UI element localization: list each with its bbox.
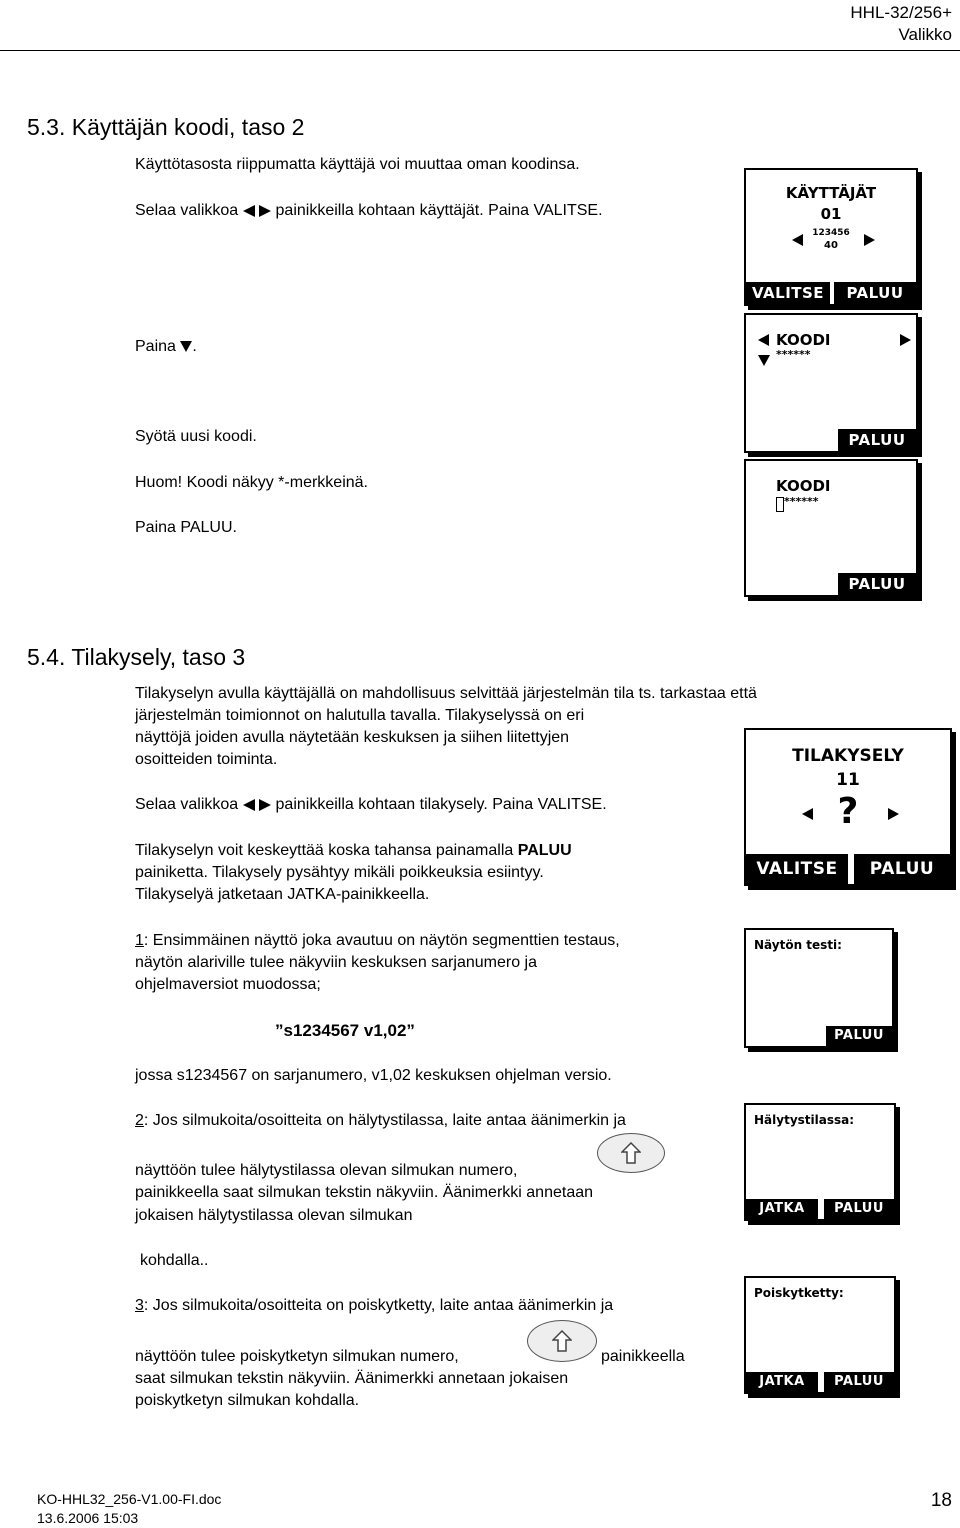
paragraph: painiketta. Tilakysely pysähtyy mikäli poikkeuksia esiintyy. xyxy=(135,864,544,881)
lcd-screen-display-test xyxy=(744,928,894,1048)
lcd-number: 01 xyxy=(820,205,842,223)
lcd-title: KOODI xyxy=(776,477,831,495)
footer-date: 13.6.2006 15:03 xyxy=(37,1510,139,1526)
paragraph: Selaa valikkoa painikkeilla kohtaan käyttäjät. Paina VALITSE. xyxy=(135,202,603,219)
right-arrow-icon xyxy=(864,234,875,246)
paragraph: Selaa valikkoa painikkeilla kohtaan tilakysely. Paina VALITSE. xyxy=(135,796,607,813)
paragraph: Tilakyselyn avulla käyttäjällä on mahdollisuus selvittää järjestelmän tila ts. tarkastaa että xyxy=(135,685,757,702)
right-arrow-icon xyxy=(259,205,271,217)
right-arrow-icon xyxy=(259,799,271,811)
lcd-digits: 123456 xyxy=(812,228,850,238)
paragraph: osoitteiden toiminta. xyxy=(135,751,278,768)
paluu-softkey[interactable]: PALUU xyxy=(824,1199,894,1219)
paragraph: jossa s1234567 on sarjanumero, v1,02 keskuksen ohjelman versio. xyxy=(135,1067,612,1084)
paluu-softkey[interactable]: PALUU xyxy=(854,854,950,884)
lcd-screen-code-edit xyxy=(744,459,918,597)
section-heading-5-3: 5.3. Käyttäjän koodi, taso 2 xyxy=(27,114,305,140)
paragraph: näytön alariville tulee näkyviin keskuksen sarjanumero ja xyxy=(135,954,537,971)
paragraph: Paina PALUU. xyxy=(135,519,237,536)
paragraph: näyttöjä joiden avulla näytetään keskuksen ja siihen liitettyjen xyxy=(135,729,570,746)
paragraph: näyttöön tulee poiskytketyn silmukan numero, xyxy=(135,1348,459,1365)
lcd-sub: 40 xyxy=(824,240,838,251)
paluu-softkey[interactable]: PALUU xyxy=(826,1026,892,1046)
lcd-title: KÄYTTÄJÄT xyxy=(785,184,877,202)
footer-filename: KO-HHL32_256-V1.00-FI.doc xyxy=(37,1491,222,1507)
lcd-screen-alarm xyxy=(744,1103,896,1221)
left-arrow-icon xyxy=(243,799,255,811)
page-footer xyxy=(37,1490,221,1528)
paragraph: Käyttötasosta riippumatta käyttäjä voi muuttaa oman koodinsa. xyxy=(135,156,580,173)
paragraph: ohjelmaversiot muodossa; xyxy=(135,976,321,993)
paragraph: painikkeella saat silmukan tekstin näkyviin. Äänimerkki annetaan xyxy=(135,1184,594,1201)
jatka-softkey[interactable]: JATKA xyxy=(746,1372,818,1392)
lcd-screen-disabled xyxy=(744,1276,896,1394)
lcd-screen-users xyxy=(744,168,918,306)
down-arrow-icon xyxy=(180,341,192,352)
paragraph: Huom! Koodi näkyy *-merkkeinä. xyxy=(135,474,368,491)
valitse-softkey[interactable]: VALITSE xyxy=(746,854,848,884)
paluu-softkey[interactable]: PALUU xyxy=(838,429,916,451)
serial-format: ”s1234567 v1,02” xyxy=(275,1021,415,1040)
lcd-number: 11 xyxy=(836,770,860,790)
paragraph: 1: Ensimmäinen näyttö joka avautuu on näytön segmenttien testaus, xyxy=(135,932,620,949)
paragraph: poiskytketyn silmukan kohdalla. xyxy=(135,1392,360,1409)
lcd-stars: ****** xyxy=(784,495,819,508)
header-rule xyxy=(0,50,960,51)
question-mark-icon: ? xyxy=(837,791,859,832)
paragraph: Tilakyselyä jatketaan JATKA-painikkeella. xyxy=(135,886,430,903)
section-name: Valikko xyxy=(898,25,952,44)
lcd-title: Hälytystilassa: xyxy=(754,1113,855,1127)
lcd-title: KOODI xyxy=(776,331,831,349)
up-arrow-button-icon[interactable] xyxy=(527,1320,597,1362)
down-arrow-icon xyxy=(758,355,770,366)
paragraph: Paina . xyxy=(135,338,197,355)
left-arrow-icon xyxy=(758,334,769,346)
cursor xyxy=(776,497,784,512)
paragraph: kohdalla.. xyxy=(140,1252,209,1269)
section-heading-5-4: 5.4. Tilakysely, taso 3 xyxy=(27,644,246,670)
paragraph: 2: Jos silmukoita/osoitteita on hälytystilassa, laite antaa äänimerkin ja xyxy=(135,1112,626,1129)
paluu-softkey[interactable]: PALUU xyxy=(824,1372,894,1392)
paluu-softkey[interactable]: PALUU xyxy=(838,573,916,595)
paragraph: näyttöön tulee hälytystilassa olevan silmukan numero, xyxy=(135,1162,518,1179)
lcd-stars: ****** xyxy=(776,348,811,361)
lcd-title: Näytön testi: xyxy=(754,938,842,952)
paragraph: 3: Jos silmukoita/osoitteita on poiskytketty, laite antaa äänimerkin ja xyxy=(135,1297,614,1314)
paragraph: Tilakyselyn voit keskeyttää koska tahansa painamalla PALUU xyxy=(135,842,572,859)
page-number: 18 xyxy=(930,1490,952,1511)
jatka-softkey[interactable]: JATKA xyxy=(746,1199,818,1219)
valitse-softkey[interactable]: VALITSE xyxy=(746,282,830,304)
lcd-screen-status-query xyxy=(744,728,952,886)
paragraph: jokaisen hälytystilassa olevan silmukan xyxy=(135,1207,413,1224)
lcd-screen-code xyxy=(744,313,918,453)
up-arrow-button-icon[interactable] xyxy=(597,1133,665,1173)
right-arrow-icon xyxy=(900,334,911,346)
paragraph: saat silmukan tekstin näkyviin. Äänimerkki annetaan jokaisen xyxy=(135,1370,569,1387)
lcd-title: TILAKYSELY xyxy=(792,746,904,766)
lcd-title: Poiskytketty: xyxy=(754,1286,844,1300)
paragraph: Syötä uusi koodi. xyxy=(135,428,257,445)
left-arrow-icon xyxy=(243,205,255,217)
right-arrow-icon xyxy=(888,808,899,820)
paluu-softkey[interactable]: PALUU xyxy=(834,282,916,304)
doc-code: HHL-32/256+ xyxy=(850,3,952,22)
paragraph: järjestelmän toimionnot on halutulla tavalla. Tilakyselyssä on eri xyxy=(135,707,585,724)
page-header xyxy=(850,2,952,46)
paragraph: painikkeella xyxy=(601,1348,685,1365)
